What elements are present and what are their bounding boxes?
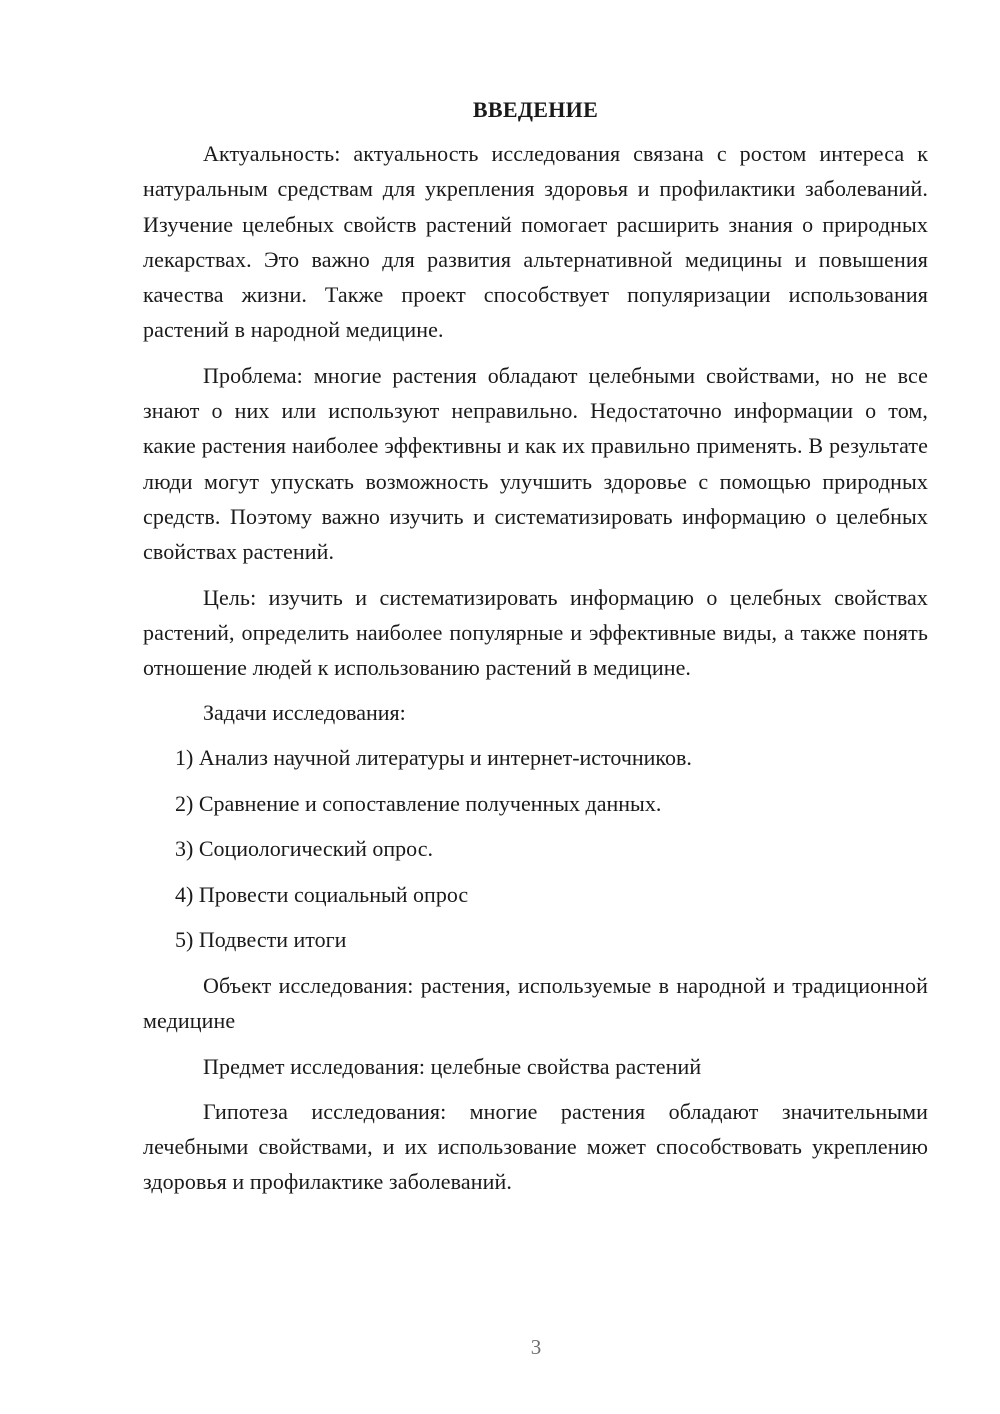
task-item: 2) Сравнение и сопоставление полученных данных. — [175, 790, 662, 816]
paragraph-subject: Предмет исследования: целебные свойства растений — [203, 1053, 702, 1079]
section-title: ВВЕДЕНИЕ — [472, 97, 599, 122]
task-item: 1) Анализ научной литературы и интернет-источников. — [175, 745, 692, 771]
paragraph-goal: Цель: изучить и систематизировать информацию о целебных свойствах растений, определить наиболее популярные и эффективные виды, а также понять отношение людей к использованию растений в медицине. — [143, 584, 928, 681]
paragraph-object: Объект исследования: растения, используемые в народной и традиционной медицине — [143, 972, 928, 1034]
page-number: 3 — [530, 1335, 542, 1359]
document-page — [143, 95, 928, 1210]
task-item: 4) Провести социальный опрос — [175, 881, 469, 907]
paragraph-relevance: Актуальность: актуальность исследования связана с ростом интереса к натуральным средствам для укрепления здоровья и профилактики заболеваний. Изучение целебных свойств растений помогает расширить знания о природных лекарствах. Это важно для развития альтернативной медицины и повышения качества жизни. Также проект способствует популяризации использования растений в народной медицине. — [143, 141, 928, 343]
task-item: 3) Социологический опрос. — [175, 836, 433, 862]
paragraph-problem: Проблема: многие растения обладают целебными свойствами, но не все знают о них или используют неправильно. Недостаточно информации о том, какие растения наиболее эффективны и как их правильно применять. В результате люди могут упускать возможность улучшить здоровье с помощью природных средств. Поэтому важно изучить и систематизировать информацию о целебных свойствах растений. — [143, 362, 928, 565]
task-item: 5) Подвести итоги — [175, 927, 347, 953]
tasks-heading: Задачи исследования: — [203, 700, 406, 726]
paragraph-hypothesis: Гипотеза исследования: многие растения обладают значительными лечебными свойствами, и их использование может способствовать укреплению здоровья и профилактике заболеваний. — [143, 1098, 928, 1195]
task-list — [143, 740, 928, 957]
